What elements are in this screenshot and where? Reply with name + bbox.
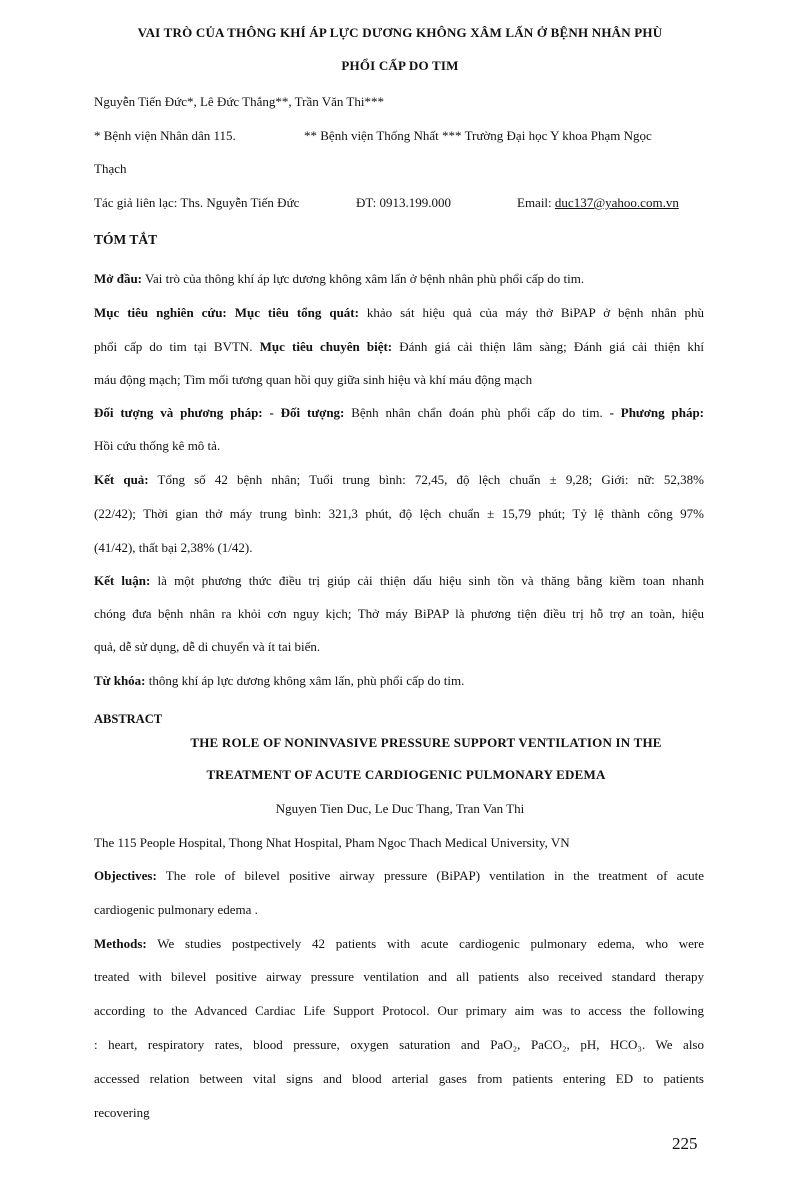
en-methods-text-1: We studies postpectively 42 patients with acute cardiogenic pulmonary edema, who were	[146, 936, 704, 951]
vn-methods-line-2: Hồi cứu thống kê mô tả.	[94, 438, 221, 453]
vn-results-line-3: (41/42), thất bại 2,38% (1/42).	[94, 540, 253, 555]
vn-keywords	[94, 673, 464, 689]
vn-contact-email-label: Email:	[517, 195, 555, 210]
vn-title-line-2: PHỔI CẤP DO TIM	[341, 58, 459, 73]
vn-objectives-line-1	[94, 305, 704, 321]
abstract-heading: ABSTRACT	[94, 712, 163, 726]
vn-objectives-specific-label: Mục tiêu chuyên biệt:	[252, 339, 393, 354]
vn-conclusion-label: Kết luận:	[94, 573, 151, 588]
vn-objectives-line-3: máu động mạch; Tìm mối tương quan hồi quy giữa sinh hiệu và khí máu động mạch	[94, 372, 533, 387]
email-link[interactable]: duc137@yahoo.com.vn	[554, 195, 679, 210]
vn-contact-author: Tác giả liên lạc: Ths. Nguyễn Tiến Đức	[94, 195, 300, 210]
vn-contact-email-line	[517, 195, 679, 211]
summary-heading: TÓM TẮT	[94, 232, 158, 247]
vn-objectives-line-2-text: phổi cấp do tim tại BVTN.	[94, 339, 253, 354]
vn-methods-line-1	[94, 405, 704, 421]
vn-intro-text: Vai trò của thông khí áp lực dương không xâm lấn ở bệnh nhân phù phổi cấp do tim.	[142, 271, 585, 286]
en-objectives-label: Objectives:	[94, 868, 157, 883]
en-methods-label: Methods:	[94, 936, 147, 951]
en-objectives-line-2: cardiogenic pulmonary edema .	[94, 902, 258, 917]
vn-conclusion-line-2: chóng đưa bệnh nhân ra khỏi cơn nguy kịch; Thở máy BiPAP là phương tiện điều trị hỗ trợ an toàn, hiệu	[94, 606, 704, 621]
vn-objectives-general-text: khảo sát hiệu quả của máy thở BiPAP ở bệnh nhân phù	[358, 305, 704, 320]
vn-results-text-1: Tổng số 42 bệnh nhân; Tuổi trung bình: 72,45, độ lệch chuẩn ± 9,28; Giới: nữ: 52,38%	[148, 472, 704, 487]
vn-objectives-label: Mục tiêu nghiên cứu:	[94, 305, 227, 320]
vn-affiliation-3: Thạch	[94, 161, 127, 176]
page-number: 225	[672, 1134, 698, 1153]
vn-methods-subject: Bệnh nhân chẩn đoán phù phổi cấp do tim.	[344, 405, 603, 420]
en-title-line-2: TREATMENT OF ACUTE CARDIOGENIC PULMONARY EDEMA	[206, 767, 606, 782]
en-methods-line-2: treated with bilevel positive airway pressure ventilation and all patients also received standard therapy	[94, 969, 704, 984]
vn-objectives-general-label: Mục tiêu tổng quát:	[226, 305, 359, 320]
en-authors: Nguyen Tien Duc, Le Duc Thang, Tran Van Thi	[275, 801, 525, 816]
vn-methods-label: Đối tượng và phương pháp: - Đối tượng:	[94, 405, 345, 420]
en-objectives-line-1	[94, 868, 704, 884]
vn-results-line-2: (22/42); Thời gian thở máy trung bình: 321,3 phút, độ lệch chuẩn ± 15,79 phút; Tỷ lệ thành công 97%	[94, 506, 704, 521]
vn-objectives-specific-text: Đánh giá cải thiện lâm sàng; Đánh giá cải thiện khí	[392, 339, 704, 354]
vn-affiliation-1: * Bệnh viện Nhân dân 115.	[94, 128, 236, 143]
vn-affiliation-2: ** Bệnh viện Thống Nhất *** Trường Đại học Y khoa Phạm Ngọc	[304, 128, 652, 143]
vn-keywords-label: Từ khóa:	[94, 673, 146, 688]
vn-methods-method-label: - Phương pháp:	[602, 405, 705, 420]
en-methods-line-5: accessed relation between vital signs and blood arterial gases from patients entering ED to patients	[94, 1071, 704, 1086]
en-objectives-text-1: The role of bilevel positive airway pressure (BiPAP) ventilation in the treatment of acute	[156, 868, 704, 883]
vn-objectives-line-2	[94, 339, 704, 355]
vn-intro-label: Mở đầu:	[94, 271, 143, 286]
vn-conclusion-line-1	[94, 573, 704, 589]
en-affiliation: The 115 People Hospital, Thong Nhat Hospital, Pham Ngoc Thach Medical University, VN	[94, 835, 570, 850]
en-methods-line-6: recovering	[94, 1105, 150, 1120]
vn-conclusion-line-3: quả, dễ sử dụng, dễ di chuyển và ít tai biến.	[94, 639, 321, 654]
vn-contact-phone: ĐT: 0913.199.000	[356, 195, 452, 210]
en-methods-line-1	[94, 936, 704, 952]
en-methods-line-3: according to the Advanced Cardiac Life Support Protocol. Our primary aim was to access the following	[94, 1003, 704, 1018]
vn-title-line-1: VAI TRÒ CỦA THÔNG KHÍ ÁP LỰC DƯƠNG KHÔNG XÂM LẤN Ở BỆNH NHÂN PHÙ	[137, 25, 663, 40]
en-methods-line-4: : heart, respiratory rates, blood pressure, oxygen saturation and PaO₂, PaCO₂, pH, HCO₃. We also	[94, 1037, 704, 1052]
vn-conclusion-text-1: là một phương thức điều trị giúp cải thiện dấu hiệu sinh tồn và thăng bằng kiềm toan nhanh	[150, 573, 704, 588]
vn-authors: Nguyễn Tiến Đức*, Lê Đức Thắng**, Trần Văn Thi***	[94, 94, 384, 109]
vn-results-line-1	[94, 472, 704, 488]
vn-keywords-text: thông khí áp lực dương không xâm lấn, phù phổi cấp do tim.	[145, 673, 465, 688]
vn-intro	[94, 271, 584, 287]
vn-results-label: Kết quả:	[94, 472, 149, 487]
en-title-line-1: THE ROLE OF NONINVASIVE PRESSURE SUPPORT VENTILATION IN THE	[190, 735, 662, 750]
